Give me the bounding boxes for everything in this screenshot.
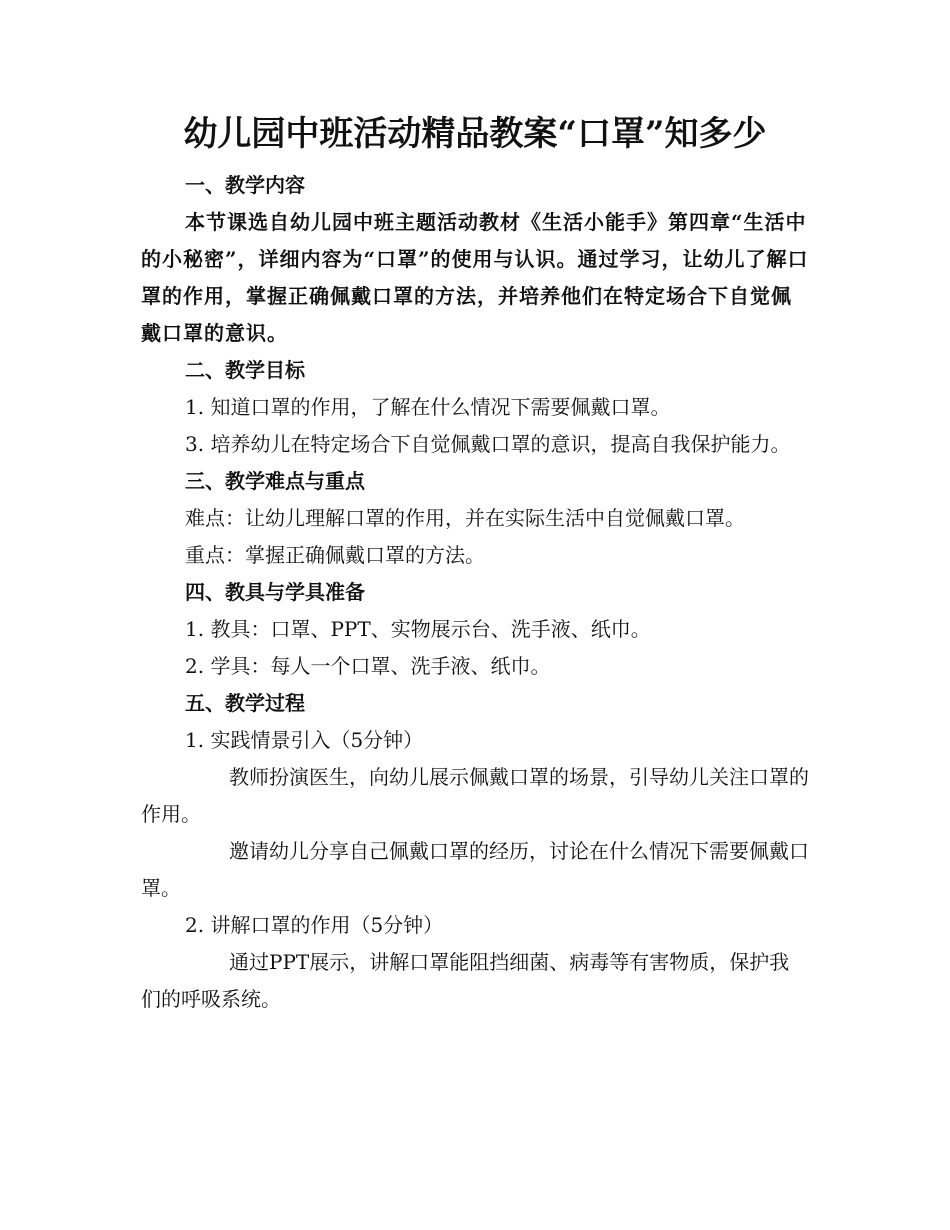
materials-item-teacher: 1. 教具：口罩、PPT、实物展示台、洗手液、纸巾。 [185,617,651,641]
materials-item-student: 2. 学具：每人一个口罩、洗手液、纸巾。 [185,654,551,678]
process-step-1-paragraph-1: 教师扮演医生，向幼儿展示佩戴口罩的场景，引导幼儿关注口罩的作用。 [141,765,809,826]
difficulty-point: 难点：让幼儿理解口罩的作用，并在实际生活中自觉佩戴口罩。 [185,506,745,530]
section-heading-teaching-content: 一、教学内容 [185,173,305,197]
teaching-goal-item-1: 1. 知道口罩的作用，了解在什么情况下需要佩戴口罩。 [185,395,671,419]
section-heading-teaching-process: 五、教学过程 [185,691,305,715]
document-title: 幼儿园中班活动精品教案“口罩”知多少 [183,114,767,154]
teaching-content-paragraph: 本节课选自幼儿园中班主题活动教材《生活小能手》第四章“生活中的小秘密”，详细内容为“口罩”的使用与认识。通过学习，让幼儿了解口罩的作用，掌握正确佩戴口罩的方法，并培养他们在特定场合下自觉佩戴口罩的意识。 [141,210,809,345]
section-heading-difficulty-key-points: 三、教学难点与重点 [185,469,365,493]
process-step-2-heading: 2. 讲解口罩的作用（5分钟） [185,913,444,937]
process-step-1-heading: 1. 实践情景引入（5分钟） [185,728,424,752]
document-body [141,167,809,1018]
process-step-1-paragraph-2: 邀请幼儿分享自己佩戴口罩的经历，讨论在什么情况下需要佩戴口罩。 [141,839,809,900]
teaching-goal-item-3: 3. 培养幼儿在特定场合下自觉佩戴口罩的意识，提高自我保护能力。 [185,432,791,456]
key-point: 重点：掌握正确佩戴口罩的方法。 [185,543,485,567]
process-step-2-paragraph-1: 通过PPT展示，讲解口罩能阻挡细菌、病毒等有害物质，保护我们的呼吸系统。 [141,950,790,1011]
section-heading-teaching-goals: 二、教学目标 [185,358,305,382]
section-heading-materials: 四、教具与学具准备 [185,580,365,604]
